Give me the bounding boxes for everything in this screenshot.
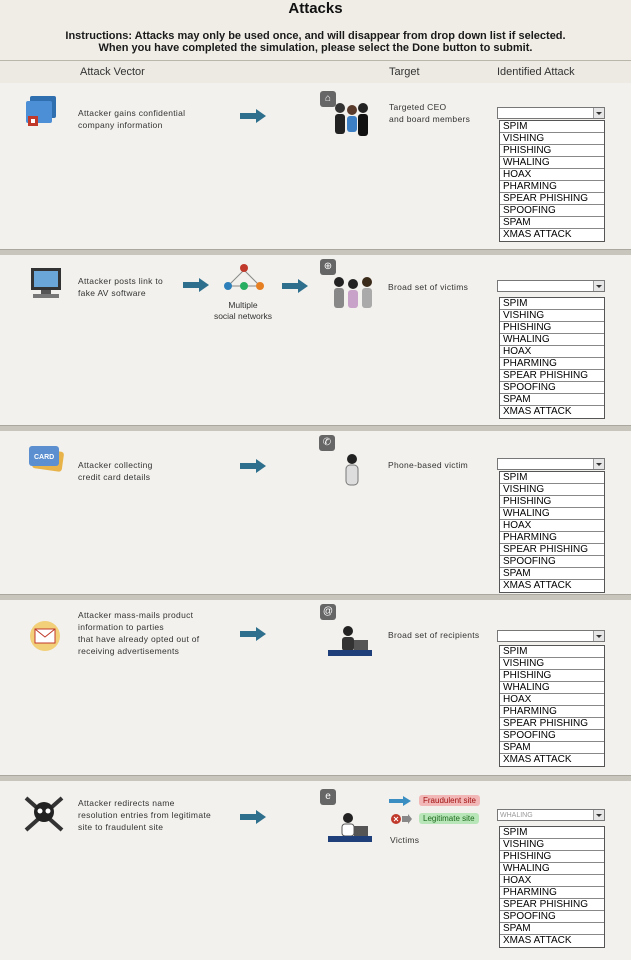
column-target: Target — [389, 66, 420, 78]
row-4-target: Broad set of recipients — [388, 630, 480, 640]
attack-options-4 — [499, 645, 605, 767]
option[interactable]: WHALING — [500, 682, 604, 694]
option[interactable]: XMAS ATTACK — [503, 935, 572, 946]
option[interactable]: PHISHING — [500, 670, 604, 682]
option[interactable]: WHALING — [500, 863, 604, 875]
option[interactable]: XMAS ATTACK — [503, 580, 572, 591]
page-title: Attacks — [288, 0, 343, 17]
option[interactable]: HOAX — [500, 875, 604, 887]
attack-select-3[interactable] — [497, 458, 605, 470]
browser-icon: e — [320, 789, 336, 805]
option[interactable]: WHALING — [500, 334, 604, 346]
option[interactable]: SPEAR PHISHING — [500, 193, 604, 205]
arrow-icon — [389, 796, 411, 806]
column-identified-attack: Identified Attack — [497, 66, 575, 78]
option[interactable]: PHISHING — [500, 145, 604, 157]
option[interactable]: SPOOFING — [500, 382, 604, 394]
chevron-down-icon[interactable] — [593, 281, 604, 291]
social-network-icon — [220, 262, 268, 298]
arrow-icon — [240, 627, 266, 641]
woman-phone-icon — [341, 452, 363, 492]
attack-select-1[interactable] — [497, 107, 605, 119]
arrow-icon — [240, 459, 266, 473]
row-3-target: Phone-based victim — [388, 460, 469, 470]
option[interactable]: PHISHING — [500, 322, 604, 334]
option[interactable]: WHALING — [500, 157, 604, 169]
option[interactable]: SPAM — [500, 217, 604, 229]
row-3-vector: Attacker collecting credit card details — [78, 460, 153, 482]
phone-icon: ✆ — [319, 435, 335, 451]
person-computer-icon — [326, 812, 374, 846]
option[interactable]: SPEAR PHISHING — [500, 718, 604, 730]
option[interactable]: HOAX — [500, 169, 604, 181]
option[interactable]: SPIM — [500, 472, 604, 484]
fraudulent-site-label: Fraudulent site — [419, 795, 480, 806]
folder-lock-icon — [24, 94, 58, 130]
option[interactable]: VISHING — [500, 839, 604, 851]
option[interactable]: XMAS ATTACK — [503, 754, 572, 765]
option[interactable]: VISHING — [500, 133, 604, 145]
option[interactable]: SPOOFING — [500, 730, 604, 742]
option[interactable]: XMAS ATTACK — [503, 406, 572, 417]
skull-crossbones-icon — [22, 794, 66, 834]
option[interactable]: VISHING — [500, 658, 604, 670]
svg-text:CARD: CARD — [34, 454, 55, 461]
option[interactable]: SPAM — [500, 394, 604, 406]
attack-options-3 — [499, 471, 605, 593]
row-5-target: Victims — [390, 835, 420, 845]
computer-icon — [27, 266, 65, 302]
credit-card-icon — [27, 442, 67, 478]
option[interactable]: SPOOFING — [500, 911, 604, 923]
row-5-vector: Attacker redirects name resolution entries from legitimate site to fraudulent site — [78, 798, 212, 832]
option[interactable]: PHARMING — [500, 887, 604, 899]
attack-options-5 — [499, 826, 605, 948]
x-mark-icon — [390, 813, 412, 825]
option[interactable]: PHISHING — [500, 496, 604, 508]
row-2-target: Broad set of victims — [388, 282, 469, 292]
option[interactable]: SPAM — [500, 923, 604, 935]
legitimate-site-label: Legitimate site — [419, 813, 479, 824]
people-meeting-icon — [330, 100, 372, 140]
option[interactable]: PHISHING — [500, 851, 604, 863]
option[interactable]: VISHING — [500, 484, 604, 496]
column-header — [0, 60, 631, 84]
social-networks-caption: Multiple social networks — [213, 300, 273, 321]
attack-select-4[interactable] — [497, 630, 605, 642]
option[interactable]: SPIM — [500, 298, 604, 310]
option[interactable]: PHARMING — [500, 181, 604, 193]
attack-options-2 — [499, 297, 605, 419]
attack-options-1 — [499, 120, 605, 242]
instructions-line-2: When you have completed the simulation, please select the Done button to submit. — [98, 42, 533, 54]
email-icon — [28, 619, 62, 653]
arrow-icon — [240, 109, 266, 123]
option[interactable]: XMAS ATTACK — [503, 229, 572, 240]
option[interactable]: PHARMING — [500, 358, 604, 370]
option[interactable]: HOAX — [500, 520, 604, 532]
option[interactable]: SPAM — [500, 742, 604, 754]
option[interactable]: SPIM — [500, 646, 604, 658]
instructions-line-1: Instructions: Attacks may only be used once, and will disappear from drop down list if selected. — [65, 30, 566, 42]
row-1-vector: Attacker gains confidential company information — [78, 108, 186, 130]
group-people-icon — [330, 274, 378, 314]
option[interactable]: PHARMING — [500, 532, 604, 544]
option[interactable]: HOAX — [500, 694, 604, 706]
globe-icon: ⊕ — [320, 259, 336, 275]
chevron-down-icon[interactable] — [593, 108, 604, 118]
attack-select-5[interactable]: WHALING — [497, 809, 605, 821]
arrow-icon — [183, 278, 209, 292]
option[interactable]: WHALING — [500, 508, 604, 520]
column-attack-vector: Attack Vector — [80, 66, 145, 78]
option[interactable]: SPEAR PHISHING — [500, 899, 604, 911]
option[interactable]: VISHING — [500, 310, 604, 322]
option[interactable]: SPEAR PHISHING — [500, 370, 604, 382]
option[interactable]: SPOOFING — [500, 205, 604, 217]
option[interactable]: SPIM — [500, 121, 604, 133]
at-sign-icon: @ — [320, 604, 336, 620]
row-4-vector: Attacker mass-mails product information to parties that have already opted out of receiving advertisements — [78, 610, 200, 656]
option[interactable]: SPOOFING — [500, 556, 604, 568]
option[interactable]: PHARMING — [500, 706, 604, 718]
attack-select-2[interactable] — [497, 280, 605, 292]
person-computer-icon — [326, 624, 374, 662]
instructions — [0, 30, 631, 54]
chevron-down-icon[interactable] — [593, 810, 604, 820]
option[interactable]: SPIM — [500, 827, 604, 839]
option[interactable]: HOAX — [500, 346, 604, 358]
option[interactable]: SPAM — [500, 568, 604, 580]
row-2-vector: Attacker posts link to fake AV software — [78, 276, 164, 298]
chevron-down-icon[interactable] — [593, 459, 604, 469]
arrow-icon — [240, 810, 266, 824]
row-1-target: Targeted CEO and board members — [389, 102, 471, 124]
building-icon: ⌂ — [320, 91, 336, 107]
option[interactable]: SPEAR PHISHING — [500, 544, 604, 556]
arrow-icon — [282, 279, 308, 293]
chevron-down-icon[interactable] — [593, 631, 604, 641]
